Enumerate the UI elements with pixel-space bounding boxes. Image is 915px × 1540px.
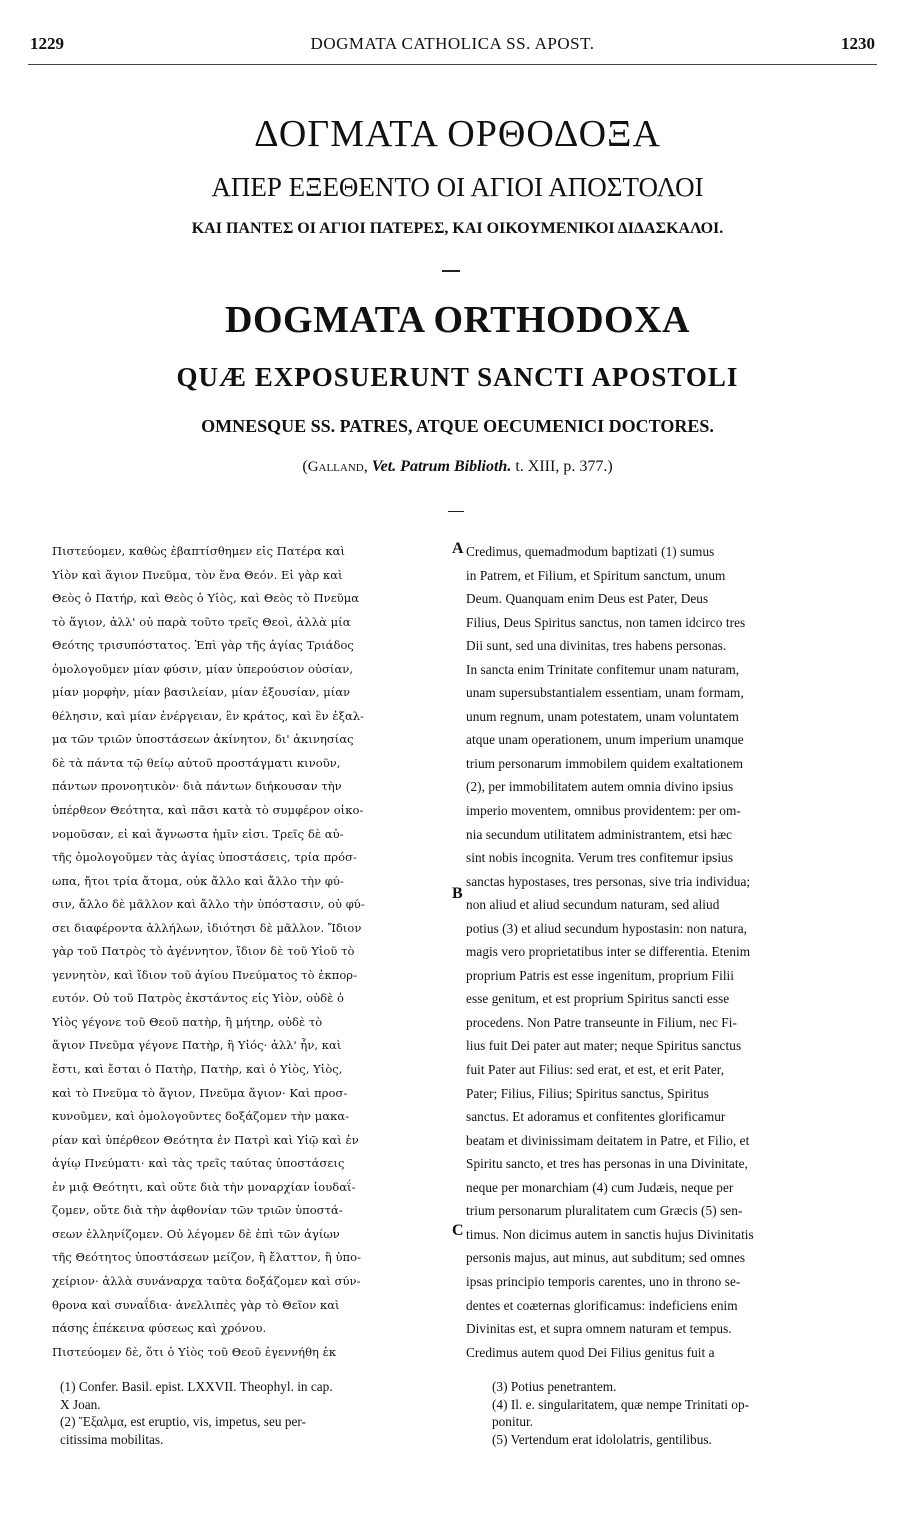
latin-subtitle-2: OMNESQUE SS. PATRES, ATQUE OECUMENICI DOCTORES. [201,416,714,436]
latin-text-line: Pater; Filius, Filius; Spiritus sanctus, Spiritus [466,1085,709,1101]
footnote-line: (1) Confer. Basil. epist. LXXVII. Theophyl. in cap. [60,1379,333,1394]
latin-text-line: sint nobis incognita. Verum tres confitemur ipsius [466,850,734,866]
greek-text-line: ἅγιον Πνεῦμα γέγονε Πατὴρ, ἢ Υἱός· ἀλλ' ἦν, καὶ [52,1038,342,1053]
greek-text-line: Πιστεύομεν, καθὼς ἐβαπτίσθημεν εἰς Πατέρα καὶ [52,544,346,558]
margin-letter-b: B [452,885,463,902]
latin-text-line: neque per monarchiam (4) cum Judæis, neque per [466,1179,734,1195]
greek-text-line: πάσης ἐπέκεινα φύσεως καὶ χρόνου. [52,1321,267,1336]
greek-text-line: κυνοῦμεν, καὶ ὁμολογοῦντες δοξάζομεν τὴν μακα- [52,1109,350,1124]
latin-text-line: beatam et divinissimam deitatem in Patre, et Filio, et [466,1132,750,1148]
latin-text-line: imperio moventem, omnibus providentem: per om- [466,803,741,819]
greek-text-line: ἁγίῳ Πνεύματι· καὶ τὰς τρεῖς ταύτας ὑποστάσεις [52,1156,345,1171]
greek-text-line: τῆς Θεότητος ὑποστάσεων μείζον, ἢ ἔλαττον, ἢ ὑπο- [52,1250,362,1265]
greek-text-line: Υἱὸς γέγονε τοῦ Θεοῦ πατὴρ, ἢ μήτηρ, οὐδὲ τὸ [52,1014,323,1029]
latin-text-line: Credimus, quemadmodum baptizati (1) sumus [466,544,715,559]
latin-text-line: trium personarum pluralitatem cum Græcis (5) sen- [466,1203,743,1219]
greek-text-line: ἔστι, καὶ ἔσται ὁ Πατὴρ, Πατὴρ, καὶ ὁ Υἱὸς, Υἱὸς, [52,1062,343,1077]
footnote-line: (4) Il. e. singularitatem, quæ nempe Trinitati op- [492,1396,750,1412]
greek-text-line: σει διαφέροντα ἀλλήλων, ἰδιότησι δὲ μᾶλλον. Ἴδιον [52,920,362,935]
greek-text-line: ωπα, ἤτοι τρία ἄτομα, οὐκ ἄλλο καὶ ἄλλο τὴν φύ- [52,873,344,888]
footnotes-left [60,1378,440,1448]
greek-text-line: Θεότης τρισυπόστατος. Ἐπὶ γὰρ τῆς ἁγίας Τριάδος [52,638,354,653]
latin-text-line: in Patrem, et Filium, et Spiritum sanctum, unum [466,567,726,583]
latin-text-line: non aliud et aliud secundum naturam, sed aliud [466,897,720,913]
latin-text-line: unum regnum, unam potestatem, unam voluntatem [466,708,739,724]
latin-text-line: unam supersubstantialem essentiam, unam formam, [466,685,744,701]
source-citation: (Galland, Vet. Patrum Biblioth. t. XIII, p. 377.) [302,458,613,475]
citation-separator [448,511,464,512]
latin-text-line: trium personarum immobilem quidem exaltationem [466,755,744,771]
greek-text-line: Υἱὸν καὶ ἅγιον Πνεῦμα, τὸν ἕνα Θεόν. Εἰ γὰρ καὶ [52,567,343,582]
latin-text-line: Dii sunt, sed una divinitas, tres habens personas. [466,638,727,654]
running-header [30,34,875,58]
latin-text-line: potius (3) et aliud secundum hypostasin: non natura, [466,920,748,936]
latin-text-line: sanctas hypostases, tres personas, sive tria individua; [466,873,751,889]
running-title: DOGMATA CATHOLICA SS. APOST. [310,34,595,53]
greek-text-line: σιν, ἄλλο δὲ μᾶλλον καὶ ἄλλο τὴν ὑπόστασιν, οὐ φύ- [52,897,365,912]
latin-text-column [466,540,878,1364]
greek-text-line: χείριον· ἀλλὰ συνάναρχα ταῦτα δοξάζομεν καὶ σύν- [52,1273,361,1288]
latin-text-line: atque unam operationem, unum imperium unamque [466,732,744,748]
greek-text-column [52,540,448,1364]
latin-text-line: Deum. Quanquam enim Deus est Pater, Deus [466,591,709,607]
footnote-line: (3) Potius penetrantem. [492,1379,617,1394]
greek-text-line: ἐν μιᾷ Θεότητι, καὶ οὔτε διὰ τὴν μοναρχίαν ἰουδαΐ- [52,1179,356,1194]
latin-text-line: proprium Patris est esse ingenitum, proprium Filii [466,967,735,983]
greek-text-line: τὸ ἅγιον, ἀλλ' οὐ παρὰ τοῦτο τρεῖς Θεοὶ, ἀλλὰ μία [52,614,351,629]
footnote-line: ponitur. [492,1414,534,1429]
greek-text-line: μα τῶν τριῶν ὑποστάσεων ἀκίνητον, δι' ἀκινησίας [52,732,354,747]
greek-text-line: θρονα καὶ συναΐδια· ἀνελλιπὲς γὰρ τὸ Θεῖον καὶ [52,1297,340,1312]
greek-text-line: ὑπέρθεον Θεότητα, καὶ πᾶσι κατὰ τὸ συμφέρον οἰκο- [52,803,364,818]
greek-text-line: νομοῦσαν, εἰ καὶ ἄγνωστα ἡμῖν εἰσι. Τρεῖς δὲ αὐ- [52,826,344,841]
margin-letter-c: C [452,1222,464,1239]
latin-text-line: ipsas principio temporis carentes, uno in throno se- [466,1273,741,1289]
greek-text-line: ευτόν. Οὐ τοῦ Πατρὸς ἐκστάντος εἰς Υἱὸν, οὐδὲ ὁ [52,991,345,1006]
greek-text-line: καὶ τὸ Πνεῦμα τὸ ἅγιον, Πνεῦμα ἅγιον· Καὶ προσ- [52,1085,348,1100]
greek-subtitle: ΑΠΕΡ ΕΞΕΘΕΝΤΟ ΟΙ ΑΓΙΟΙ ΑΠΟΣΤΟΛΟΙ [211,172,704,202]
latin-subtitle: QUÆ EXPOSUERUNT SANCTI APOSTOLI [176,362,739,392]
latin-text-line: In sancta enim Trinitate confitemur unam naturam, [466,661,740,677]
footnote-line: citissima mobilitas. [60,1431,164,1447]
greek-text-line: θέλησιν, καὶ μίαν ἐνέργειαν, ἓν κράτος, καὶ ἓν ἐξαλ- [52,708,365,723]
title-separator [442,270,460,272]
latin-text-line: timus. Non dicimus autem in sanctis hujus Divinitatis [466,1226,754,1242]
greek-subtitle-2: ΚΑΙ ΠΑΝΤΕΣ ΟΙ ΑΓΙΟΙ ΠΑΤΕΡΕΣ, ΚΑΙ ΟΙΚΟΥΜΕΝΙΚΟΙ ΔΙΔΑΣΚΑΛΟΙ. [191,220,724,237]
greek-text-line: ζομεν, οὔτε διὰ τὴν ἀφθονίαν τῶν τριῶν ὑποστά- [52,1203,343,1218]
latin-text-line: fuit Pater aut Filius: sed erat, et est, et erit Pater, [466,1062,725,1078]
greek-text-line: γεννητὸν, καὶ ἴδιον τοῦ ἁγίου Πνεύματος τὸ ἐκπορ- [52,967,358,982]
latin-text-line: procedens. Non Patre transeunte in Filium, nec Fi- [466,1014,737,1030]
latin-text-line: dentes et coæternas glorificamus: indeficiens enim [466,1297,738,1313]
page-number-right: 1230 [841,34,875,53]
footnote-line: (2) Ἔξαλμα, est eruptio, vis, impetus, seu per- [60,1414,306,1429]
latin-text-line: Credimus autem quod Dei Filius genitus fuit a [466,1344,715,1360]
latin-text-line: (2), per immobilitatem autem omnia divino ipsius [466,779,734,795]
greek-text-line: δὲ τὰ πάντα τῷ θείῳ αὐτοῦ προστάγματι κινοῦν, [52,755,341,770]
greek-text-line: Θεὸς ὁ Πατήρ, καὶ Θεὸς ὁ Υἱὸς, καὶ Θεὸς τὸ Πνεῦμα [52,591,360,606]
latin-text-line: personis majus, aut minus, aut subditum; sed omnes [466,1250,746,1266]
footnote-line: X Joan. [60,1396,101,1412]
latin-text-line: Spiritu sancto, et tres has personas in una Divinitate, [466,1156,748,1172]
greek-text-line: Πιστεύομεν δὲ, ὅτι ὁ Υἱὸς τοῦ Θεοῦ ἐγεννήθη ἐκ [52,1344,337,1359]
greek-text-line: ὁμολογοῦμεν μίαν φύσιν, μίαν ὑπερούσιον οὐσίαν, [52,661,354,676]
page-number-left: 1229 [30,34,64,53]
header-rule [28,64,877,65]
greek-text-line: ρίαν καὶ ὑπέρθεον Θεότητα ἐν Πατρὶ καὶ Υἱῷ καὶ ἐν [52,1132,359,1147]
latin-main-title: DOGMATA ORTHODOXA [225,299,690,341]
latin-text-line: nia secundum utilitatem administrantem, etsi hæc [466,826,733,842]
greek-text-line: μίαν μορφὴν, μίαν βασιλείαν, μίαν ἐξουσίαν, μίαν [52,685,351,700]
latin-text-line: sanctus. Et adoramus et confitentes glorificamur [466,1109,726,1125]
latin-text-line: Divinitas est, et supra omnem naturam et tempus. [466,1321,732,1337]
footnotes-right [492,1378,882,1448]
greek-main-title: ΔΟΓΜΑΤΑ ΟΡΘΟΔΟΞΑ [254,113,661,155]
greek-text-line: πάντων προνοητικὸν· διὰ πάντων διήκουσαν τὴν [52,779,342,794]
latin-text-line: esse genitum, et est proprium Spiritus sancti esse [466,991,730,1007]
greek-text-line: τῆς ὁμολογοῦμεν τὰς ἁγίας ὑποστάσεις, τρία πρόσ- [52,850,357,865]
citation-author: Galland [307,459,364,475]
latin-text-line: Filius, Deus Spiritus sanctus, non tamen idcirco tres [466,614,746,630]
greek-text-line: γὰρ τοῦ Πατρὸς τὸ ἀγέννητον, ἴδιον δὲ τοῦ Υἱοῦ τὸ [52,944,355,959]
citation-work: Vet. Patrum Biblioth. [371,458,512,475]
latin-text-line: lius fuit Dei pater aut mater; neque Spiritus sanctus [466,1038,742,1054]
margin-letter-a: A [452,540,464,557]
footnote-line: (5) Vertendum erat idololatris, gentilibus. [492,1431,712,1447]
latin-text-line: magis vero proprietatibus inter se differentia. Etenim [466,944,751,960]
greek-text-line: σεων ἑλληνίζομεν. Οὐ λέγομεν δὲ ἐπὶ τῶν ἁγίων [52,1226,340,1241]
